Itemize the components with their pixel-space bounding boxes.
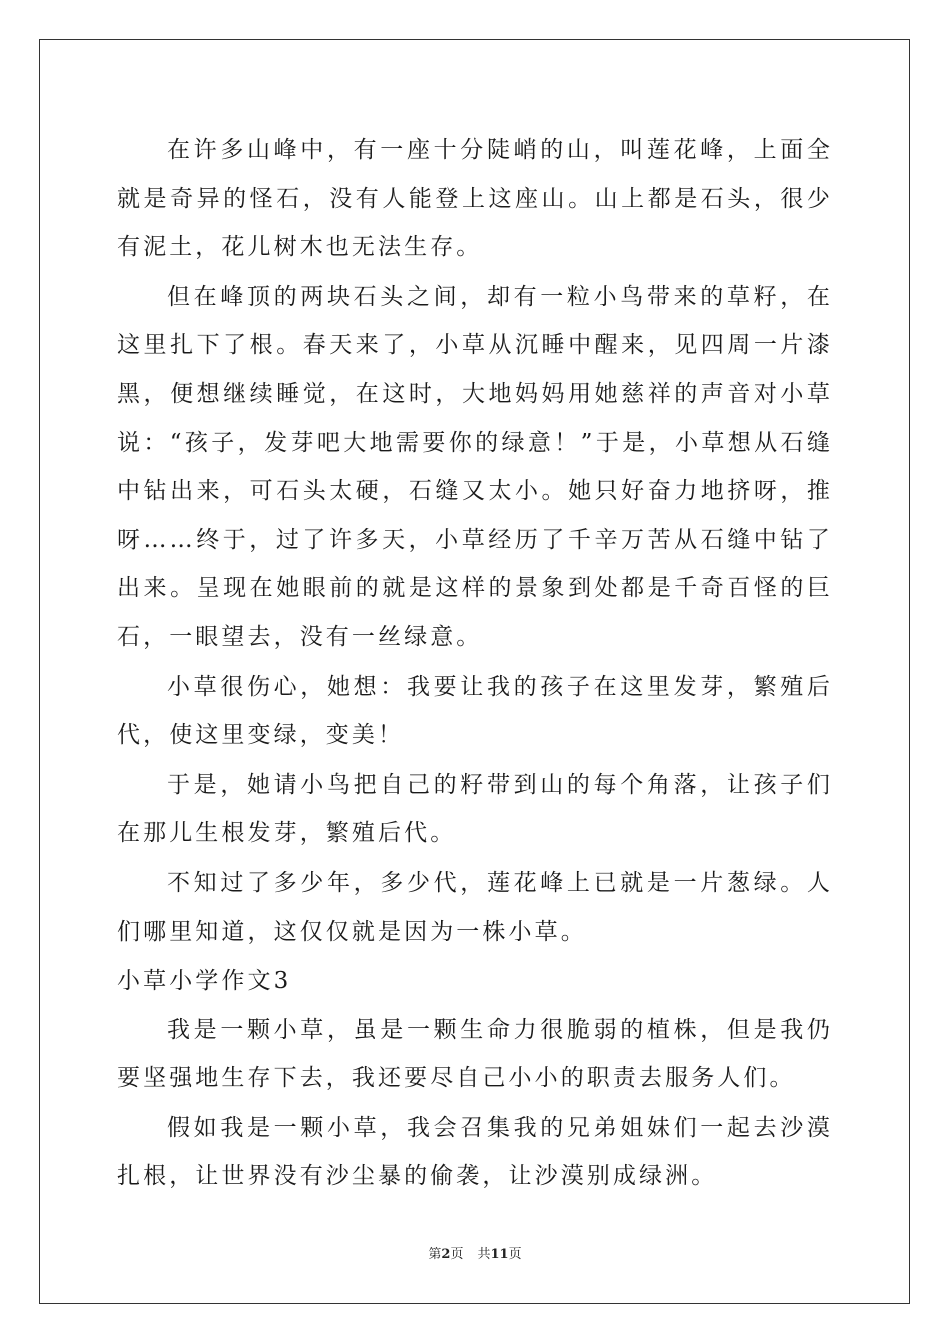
total-suffix: 页 bbox=[508, 1247, 522, 1262]
section-title: 小草小学作文3 bbox=[117, 968, 292, 995]
document-body bbox=[117, 126, 833, 1202]
paragraph: 我是一颗小草，虽是一颗生命力很脆弱的植株，但是我仍要坚强地生存下去，我还要尽自己小小的职责去服务人们。 bbox=[117, 1016, 833, 1092]
page-prefix: 第 bbox=[428, 1247, 442, 1262]
page-total: 11 bbox=[490, 1247, 509, 1262]
page-footer bbox=[0, 1246, 950, 1264]
paragraph: 在许多山峰中，有一座十分陡峭的山，叫莲花峰，上面全就是奇异的怪石，没有人能登上这座山。山上都是石头，很少有泥土，花儿树木也无法生存。 bbox=[117, 137, 833, 261]
paragraph: 但在峰顶的两块石头之间，却有一粒小鸟带来的草籽，在这里扎下了根。春天来了，小草从沉睡中醒来，见四周一片漆黑，便想继续睡觉，在这时，大地妈妈用她慈祥的声音对小草说：“孩子，发芽吧大地需要你的绿意！”于是，小草想从石缝中钻出来，可石头太硬，石缝又太小。她只好奋力地挤呀，推呀……终于，过了许多天，小草经历了千辛万苦从石缝中钻了出来。呈现在她眼前的就是这样的景象到处都是千奇百怪的巨石，一眼望去，没有一丝绿意。 bbox=[117, 283, 833, 650]
paragraph: 不知过了多少年，多少代，莲花峰上已就是一片葱绿。人们哪里知道，这仅仅就是因为一株小草。 bbox=[117, 869, 833, 945]
page-suffix: 页 bbox=[450, 1247, 464, 1262]
paragraph: 于是，她请小鸟把自己的籽带到山的每个角落，让孩子们在那儿生根发芽，繁殖后代。 bbox=[117, 771, 833, 847]
total-prefix: 共 bbox=[477, 1247, 491, 1262]
paragraph: 假如我是一颗小草，我会召集我的兄弟姐妹们一起去沙漠扎根，让世界没有沙尘暴的偷袭，让沙漠别成绿洲。 bbox=[117, 1114, 833, 1190]
page-current: 2 bbox=[441, 1247, 451, 1262]
paragraph: 小草很伤心，她想：我要让我的孩子在这里发芽，繁殖后代，使这里变绿，变美！ bbox=[117, 673, 833, 749]
